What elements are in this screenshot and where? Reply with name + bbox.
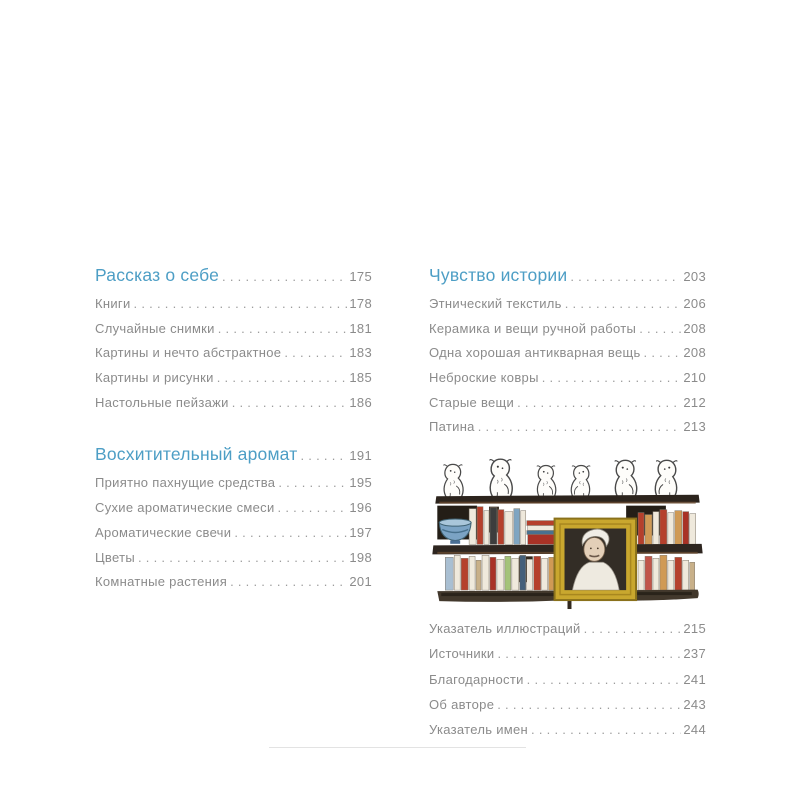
- toc-column-left: [95, 265, 372, 748]
- toc-entry-label: Старые вещи: [429, 394, 515, 410]
- toc-section: [95, 444, 372, 598]
- toc-entry-label: Одна хорошая антикварная вещь: [429, 345, 641, 361]
- dot-leader: [217, 370, 348, 385]
- toc-page-number: 175: [349, 269, 372, 284]
- toc-entry[interactable]: [95, 525, 372, 550]
- toc-entry-label: Керамика и вещи ручной работы: [429, 320, 637, 336]
- toc-page-number: 206: [683, 296, 706, 311]
- dot-leader: [478, 419, 682, 434]
- toc-entry-label: Комнатные растения: [95, 574, 228, 590]
- toc-entry-label: Приятно пахнущие средства: [95, 475, 276, 491]
- toc-page-number: 243: [683, 697, 706, 713]
- dot-leader: [542, 370, 682, 385]
- dot-leader: [644, 345, 682, 360]
- dot-leader: [300, 448, 347, 463]
- toc-entry-label: Случайные снимки: [95, 320, 215, 336]
- toc-column-right: [429, 265, 706, 748]
- dot-leader: [218, 321, 348, 336]
- dot-leader: [222, 269, 347, 284]
- dot-leader: [234, 525, 347, 540]
- toc-entry[interactable]: [429, 419, 706, 444]
- dot-leader: [278, 475, 347, 490]
- toc-page-number: 203: [683, 269, 706, 284]
- dot-leader: [497, 646, 681, 661]
- framed-portrait: [555, 519, 636, 600]
- toc-page-number: 208: [683, 320, 706, 336]
- dot-leader: [497, 697, 681, 712]
- toc-entry[interactable]: [95, 500, 372, 525]
- toc-page-number: 195: [349, 475, 372, 491]
- toc-entry[interactable]: [95, 345, 372, 370]
- toc-entry-label: Об авторе: [429, 697, 495, 713]
- toc-page-number: 181: [349, 320, 372, 336]
- toc-section-heading[interactable]: [429, 265, 706, 296]
- toc-entry[interactable]: [429, 697, 706, 722]
- toc-entry[interactable]: [95, 321, 372, 346]
- toc-entry[interactable]: [95, 550, 372, 575]
- dot-leader: [278, 500, 348, 515]
- dot-leader: [584, 621, 682, 636]
- toc-page-number: 198: [349, 549, 372, 565]
- toc-entry[interactable]: [95, 574, 372, 599]
- dot-leader: [134, 296, 348, 311]
- toc-page-number: 201: [349, 574, 372, 590]
- toc-page-number: 208: [683, 345, 706, 361]
- toc-section: [429, 265, 706, 444]
- footer-divider-line: [269, 747, 526, 748]
- blue-bowl: [439, 519, 471, 544]
- toc-page-number: 178: [349, 296, 372, 311]
- toc-page-number: 210: [683, 370, 706, 386]
- toc-entry[interactable]: [95, 395, 372, 420]
- toc-heading-label: Восхитительный аромат: [95, 444, 298, 465]
- dot-leader: [232, 395, 348, 410]
- toc-entry-label: Настольные пейзажи: [95, 394, 229, 410]
- toc-entry-label: Неброские ковры: [429, 370, 539, 386]
- dot-leader: [531, 722, 681, 737]
- dot-leader: [565, 296, 682, 311]
- toc-page-number: 212: [683, 394, 706, 410]
- dot-leader: [527, 672, 682, 687]
- dot-leader: [284, 345, 347, 360]
- toc-entry[interactable]: [429, 621, 706, 646]
- toc-entry-label: Картины и рисунки: [95, 370, 214, 386]
- toc-entry[interactable]: [429, 345, 706, 370]
- dot-leader: [138, 550, 347, 565]
- dot-leader: [517, 395, 681, 410]
- toc-right-sections: [429, 265, 706, 444]
- toc-page-number: 196: [349, 500, 372, 516]
- toc-section-heading[interactable]: [95, 265, 372, 296]
- toc-page-number: 191: [349, 448, 372, 464]
- toc-entry-label: Источники: [429, 646, 495, 662]
- toc-page-number: 215: [683, 621, 706, 637]
- toc-entry-label: Благодарности: [429, 671, 524, 687]
- toc-section-heading[interactable]: [95, 444, 372, 475]
- toc-heading-label: Чувство истории: [429, 265, 568, 285]
- toc-page-number: 213: [683, 419, 706, 435]
- toc-entry-label: Этнический текстиль: [429, 296, 562, 311]
- toc-entry-label: Картины и нечто абстрактное: [95, 345, 282, 361]
- toc-heading-label: Рассказ о себе: [95, 265, 220, 285]
- toc-columns: [95, 265, 706, 748]
- toc-entry-label: Ароматические свечи: [95, 524, 232, 540]
- toc-entry-label: Указатель иллюстраций: [429, 621, 581, 637]
- toc-entry[interactable]: [95, 370, 372, 395]
- toc-page-number: 244: [683, 722, 706, 738]
- toc-entry-label: Патина: [429, 419, 475, 435]
- dot-leader: [570, 269, 681, 284]
- dot-leader: [230, 574, 347, 589]
- toc-entry[interactable]: [95, 475, 372, 500]
- toc-entry[interactable]: [429, 672, 706, 697]
- toc-page-number: 241: [683, 671, 706, 687]
- toc-entry[interactable]: [429, 296, 706, 321]
- toc-page-number: 185: [349, 370, 372, 386]
- toc-page-number: 183: [349, 345, 372, 361]
- toc-page-number: 197: [349, 524, 372, 540]
- bookshelf-illustration: [429, 451, 706, 612]
- toc-section: [95, 265, 372, 419]
- toc-entry-label: Книги: [95, 296, 131, 311]
- toc-entry[interactable]: [429, 370, 706, 395]
- toc-entry-label: Цветы: [95, 549, 135, 565]
- toc-entry[interactable]: [429, 722, 706, 747]
- back-matter-list: [429, 621, 706, 747]
- toc-entry[interactable]: [429, 321, 706, 346]
- toc-entry[interactable]: [429, 395, 706, 420]
- toc-page-number: 237: [683, 646, 706, 662]
- toc-entry[interactable]: [429, 646, 706, 671]
- toc-entry[interactable]: [95, 296, 372, 321]
- toc-entry-label: Сухие ароматические смеси: [95, 500, 275, 516]
- dog-figurines: [444, 459, 677, 498]
- toc-page-number: 186: [349, 394, 372, 410]
- dot-leader: [639, 321, 681, 336]
- toc-entry-label: Указатель имен: [429, 722, 529, 738]
